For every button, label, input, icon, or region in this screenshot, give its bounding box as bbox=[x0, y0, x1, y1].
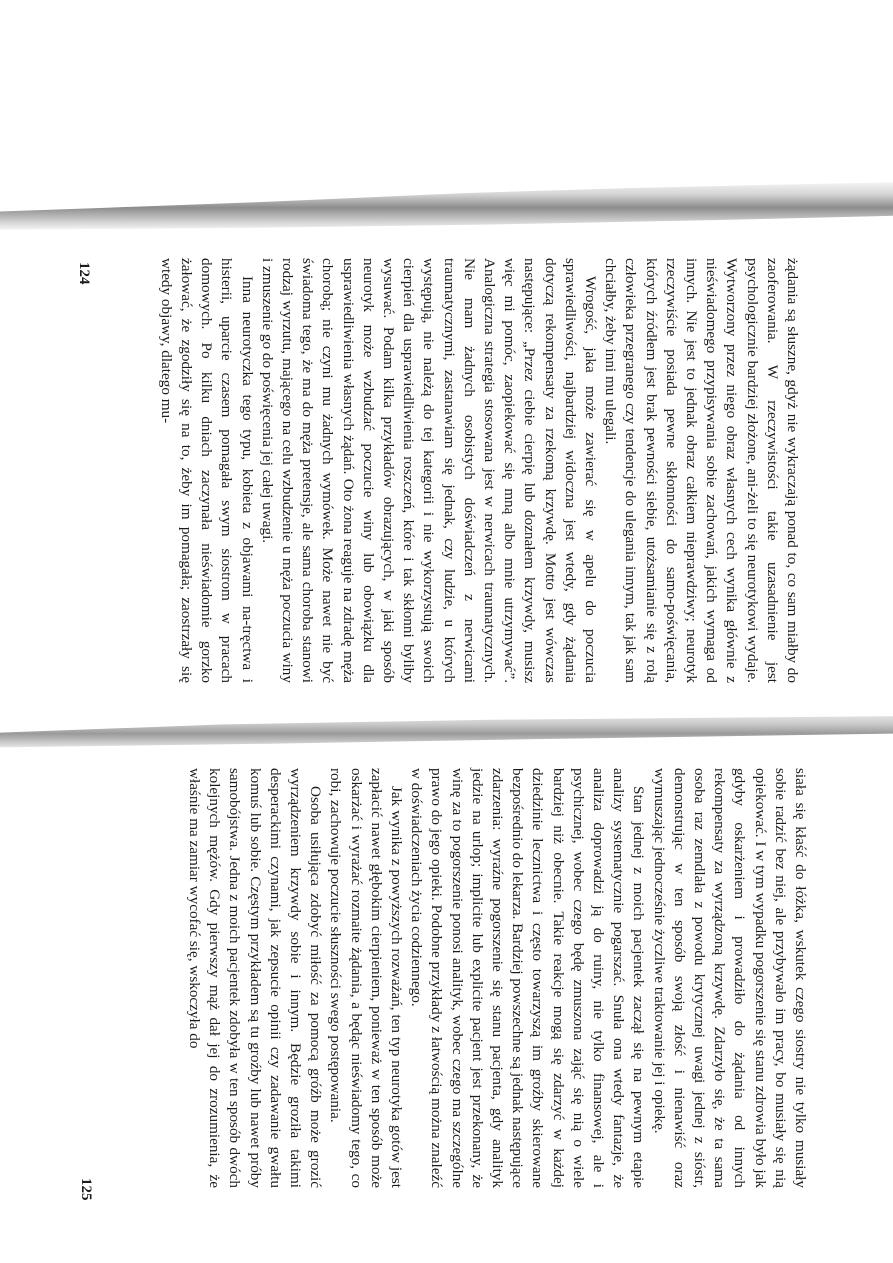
page-125-text-column bbox=[120, 768, 810, 1188]
scan-edge-shadow-middle bbox=[0, 706, 893, 752]
page-124-paragraph-3: Inna neurotyczka tego typu, kobieta z objawami na-tręctwa i histerii, uparcie czasem pomagała swym siostrom w pracach domowych. Po kilku dniach zaczynała nieświadomie gorzko żałować, że zgodziły się na to, żeby im pomagała; zaostrzały się wtedy objawy, dlatego mu- bbox=[157, 258, 256, 683]
page-125-paragraph-3: Jak wynika z powyższych rozważań, ten typ neurotyka gotów jest zapłacić nawet głębokim cierpieniem, ponieważ w ten sposób może oskarżać i wyrażać rozmaite żądania, a będąc nieświadomy tego, co robi, zachowuje poczucie słuszności swego postępowania. bbox=[327, 768, 405, 1188]
page-125-paragraph-2: Stan jednej z moich pacjentek zaczął się na pewnym etapie analizy systematycznie pogarszać. Snuła ona wtedy fantazje, że analiza doprowadzi ją do ruiny, nie tylko finansowej, ale i psychicznej, wobec czego będę zmuszona zająć się nią o wiele bardziej niż obecnie. Takie reakcje mogą się zdarzyć w każdej dziedzinie lecznictwa i często towarzyszą im groźby skierowane bezpośrednio do lekarza. Bardziej powszechne są jednak następujące zdarzenia: wyraźne pogorszenie się stanu pacjenta, gdy analityk jedzie na urlop; implicite lub explicite pacjent jest przekonany, że winę za to pogorszenie ponosi analityk, wobec czego ma szczególne prawo do jego opieki. Podobne przykłady z łatwością można znaleźć w doświadczeniach życia codziennego. bbox=[408, 768, 648, 1188]
page-number-124: 124 bbox=[76, 262, 92, 285]
page-124-text-column bbox=[122, 258, 802, 683]
page-125-paragraph-4: Osoba usiłująca zdobyć miłość za pomocą gróźb może grozić wyrządzeniem krzywdy sobie i innym. Będzie groziła takimi desperackimi czynami, jak zepsucie opinii czy zadawanie gwałtu komuś lub sobie. Częstym przykładem są tu groźby lub nawet próby samobójstwa. Jedna z moich pacjentek zdobyła w ten sposób dwóch kolejnych mężów. Gdy pierwszy mąż dał jej do zrozumienia, że właśnie ma zamiar wycofać się, wskoczyła do bbox=[185, 768, 325, 1188]
page-124-paragraph-1: żądania są słuszne, gdyż nie wykraczają ponad to, co sam miałby do zaoferowania. W rzeczywistości takie uzasadnienie jest psychologicznie bardziej złożone, ani-żeli to się neurotykowi wydaje. Wytworzony przez niego obraz własnych cech wynika głównie z nieświadomego przypisywania sobie zachowań, jakich wymaga od innych. Nie jest to jednak obraz całkiem nieprawdziwy; neurotyk rzeczywiście posiada pewne skłonności do samo-poświęcania, których źródłem jest brak pewności siebie, utożsamianie się z rolą człowieka przegranego czy tendencje do ulegania innym, tak jak sam chciałby, żeby inni mu ulegali. bbox=[602, 258, 801, 683]
scan-edge-shadow-top bbox=[0, 178, 893, 232]
page-124-paragraph-2: Wrogość, jaka może zawierać się w apelu do poczucia sprawiedliwości, najbardziej widoczna jest wtedy, gdy żądania dotyczą rekompensaty za rzekomą krzywdę. Motto jest wówczas następujące: „Przez ciebie cierpię lub doznałem krzywdy, musisz więc mi pomóc, zaopiekować się mną albo mnie utrzymywać”. Analogiczna strategia stosowana jest w nerwicach traumatycznych. Nie mam żadnych osobistych doświadczeń z nerwicami traumatycznymi, zastanawiam się jednak, czy ludzie, u których występują, nie należą do tej kategorii i nie wykorzystują swoich cierpień dla usprawiedliwienia roszczeń, które i tak skłonni byliby wysuwać. Podam kilka przykładów obrazujących, w jaki sposób neurotyk może wzbudzać poczucie winy lub obowiązku dla usprawiedliwienia własnych żądań. Oto żona reaguje na zdradę męża chorobą; nie czyni mu żadnych wymówek. Może nawet nie być świadoma tego, że ma do męża pretensje, ale sama choroba stanowi rodzaj wyrzutu, mającego na celu wzbudzenie u męża poczucia winy i zmuszenie go do poświęcenia jej całej uwagi. bbox=[258, 258, 599, 683]
page-number-125: 125 bbox=[78, 1178, 94, 1201]
page-125-paragraph-1: siała się kłaść do łóżka, wskutek czego siostry nie tylko musiały sobie radzić bez niej, ale przybywało im pracy, bo musiały się nią opiekować. I w tym wypadku pogorszenie się stanu zdrowia było jak gdyby oskarżeniem i prowadziło do żądania od innych rekompensaty za wyrządzoną krzywdę. Zdarzyło się, że ta sama osoba raz zemdlała z powodu krytycznej uwagi jednej z sióstr, demonstrując w ten sposób swoją złość i nienawiść oraz wymuszając jednocześnie życzliwe traktowanie jej i opiekę. bbox=[650, 768, 809, 1188]
